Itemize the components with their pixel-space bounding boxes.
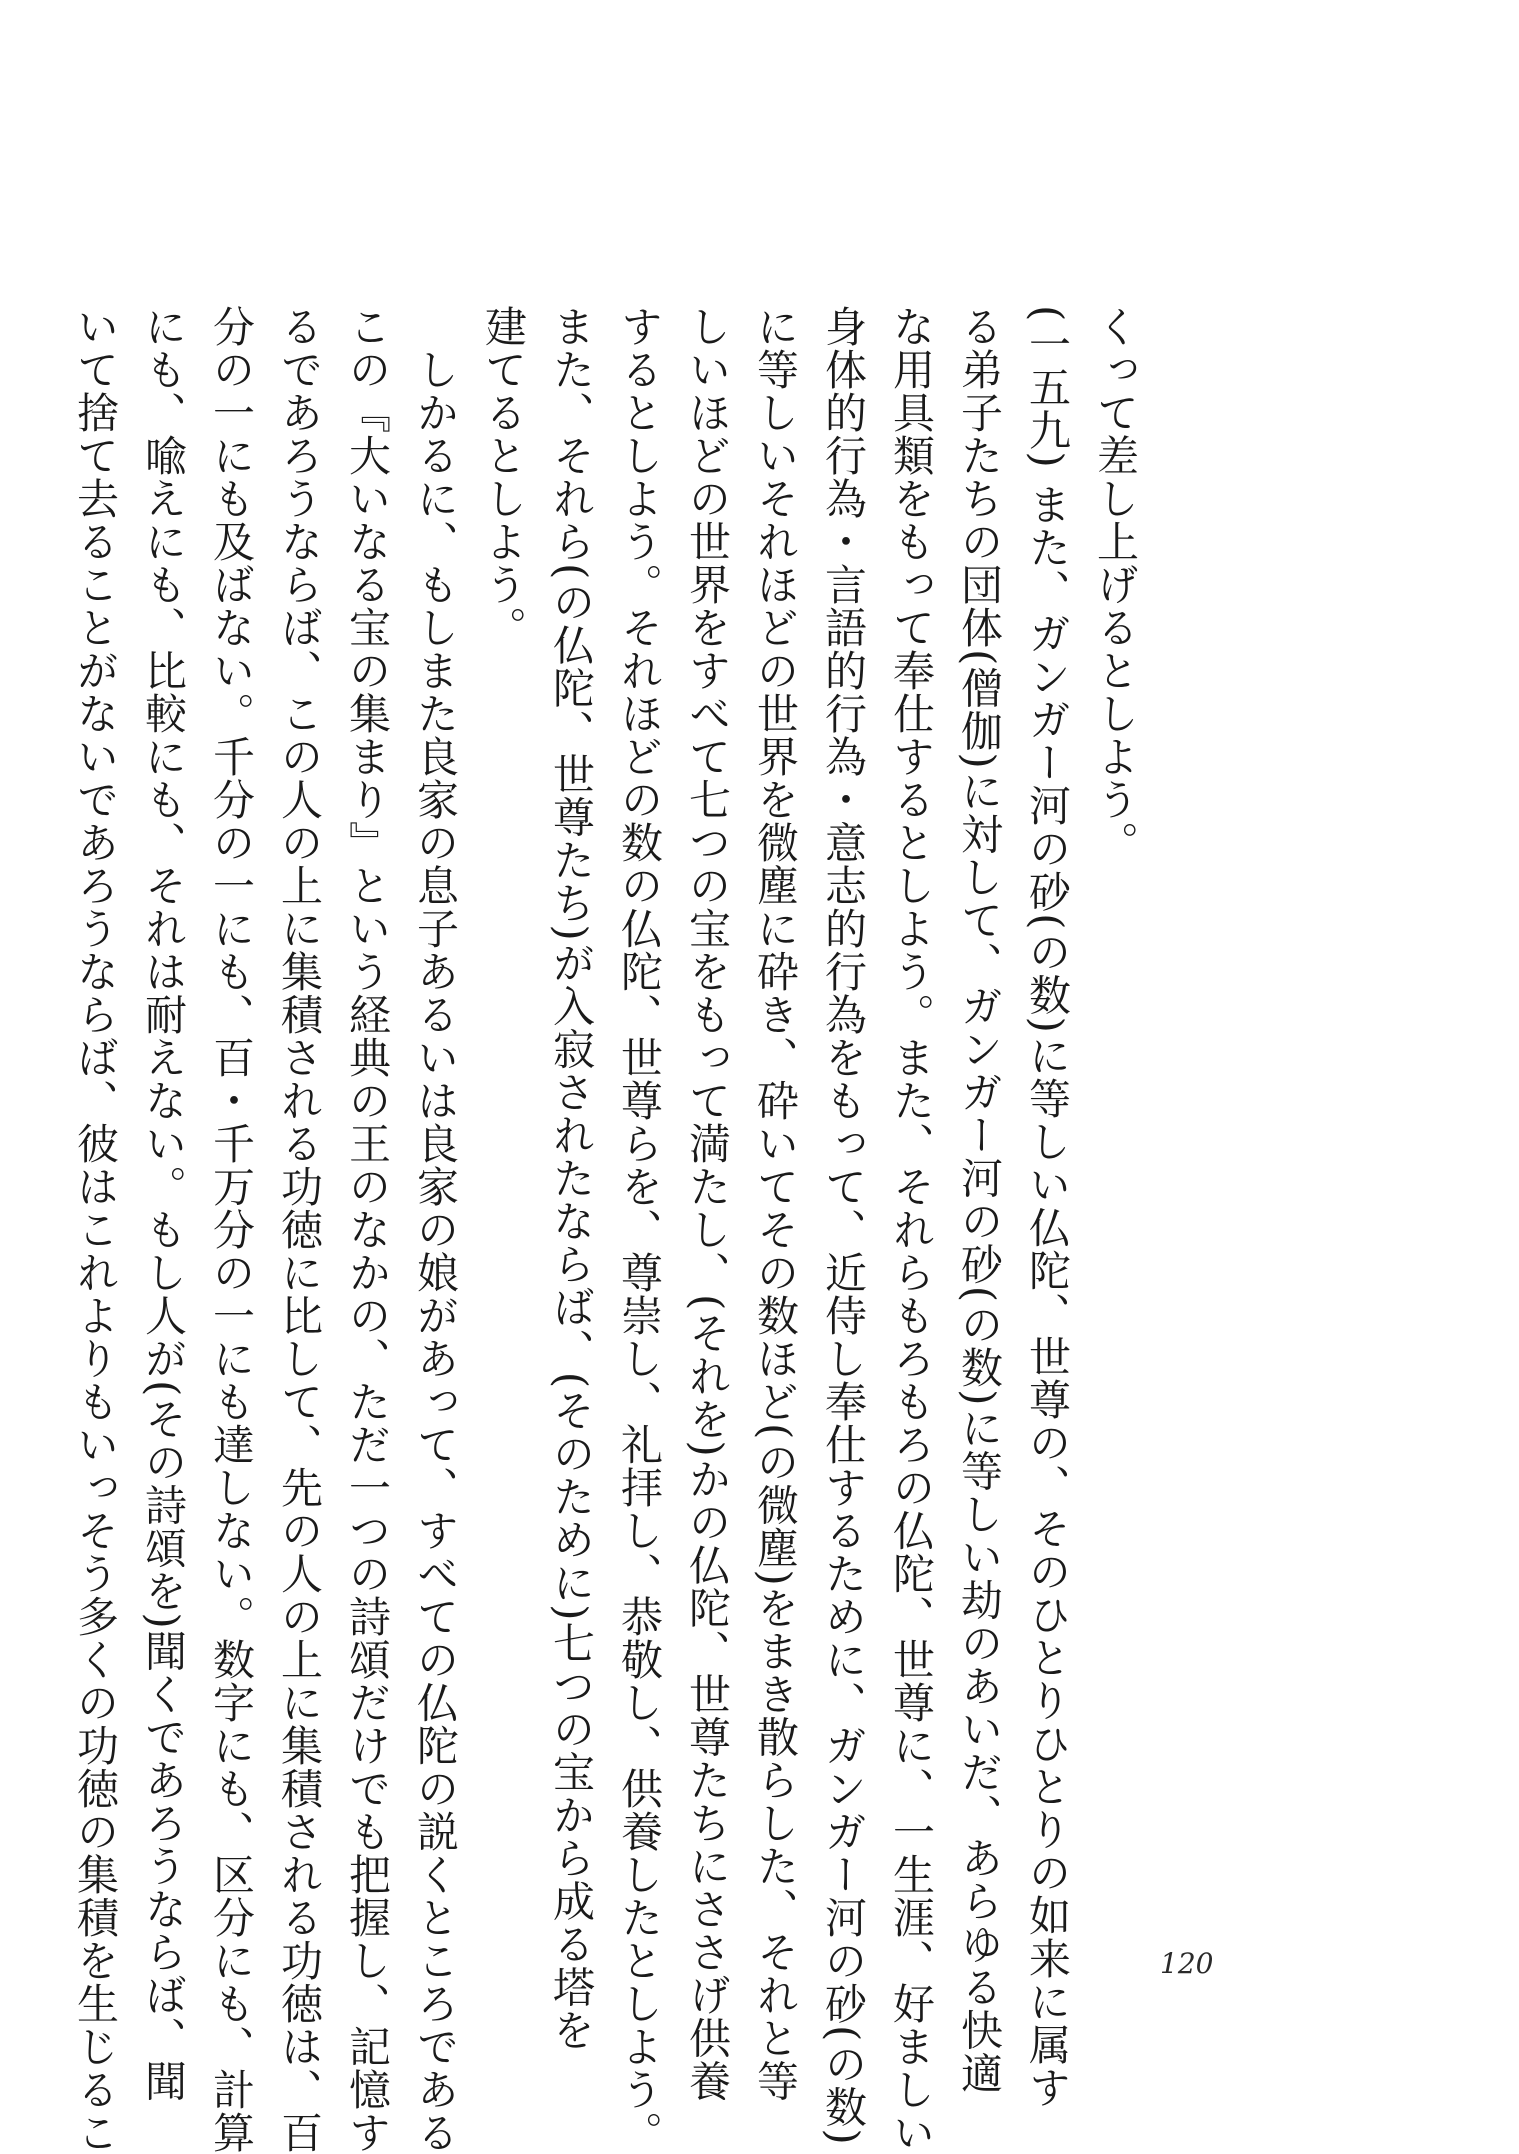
text-line: この『大いなる宝の集まり』という経典の王のなかの、ただ一つの詩頌だけでも把握し、記憶す — [343, 305, 392, 2154]
page-number: 120 — [1160, 1947, 1214, 1980]
text-line: 建てるとしよう。 — [479, 305, 528, 649]
vertical-text-block — [61, 305, 1149, 2154]
text-line: しいほどの世界をすべて七つの宝をもって満たし、(それを)かの仏陀、世尊たちにささげ供養 — [683, 305, 732, 2103]
text-line: る弟子たちの団体(僧伽)に対して、ガンガー河の砂(の数)に等しい劫のあいだ、あらゆる快適 — [955, 305, 1004, 2095]
text-line: な用具類をもって奉仕するとしよう。また、それらもろもろの仏陀、世尊に、一生涯、好ましい — [887, 305, 936, 2154]
text-line: るであろうならば、この人の上に集積される功徳に比して、先の人の上に集積される功徳は、百 — [275, 305, 324, 2154]
text-line: また、それら(の仏陀、世尊たち)が入寂されたならば、(そのために)七つの宝から成る塔を — [547, 305, 596, 2052]
text-line: (一五九) また、ガンガー河の砂(の数)に等しい仏陀、世尊の、そのひとりひとりの如来に属す — [1023, 305, 1072, 2109]
text-line: に等しいそれほどの世界を微塵に砕き、砕いてその数ほど(の微塵)をまき散らした、それと等 — [751, 305, 800, 2103]
text-line: いて捨て去ることがないであろうならば、彼はこれよりもいっそう多くの功徳の集積を生じるこ — [71, 305, 120, 2154]
text-line: 分の一にも及ばない。千分の一にも、百・千万分の一にも達しない。数字にも、区分にも、計算 — [207, 305, 256, 2154]
text-line: するとしよう。それほどの数の仏陀、世尊らを、尊崇し、礼拝し、恭敬し、供養したとしよう。 — [615, 305, 664, 2154]
text-line: 身体的行為・言語的行為・意志的行為をもって、近侍し奉仕するために、ガンガー河の砂(の数) — [819, 305, 868, 2146]
text-line: くって差し上げるとしよう。 — [1091, 305, 1140, 864]
text-line: しかるに、もしまた良家の息子あるいは良家の娘があって、すべての仏陀の説くところである — [411, 305, 460, 2154]
text-line: にも、喩えにも、比較にも、それは耐えない。もし人が(その詩頌を)聞くであろうならば、聞 — [139, 305, 188, 2103]
